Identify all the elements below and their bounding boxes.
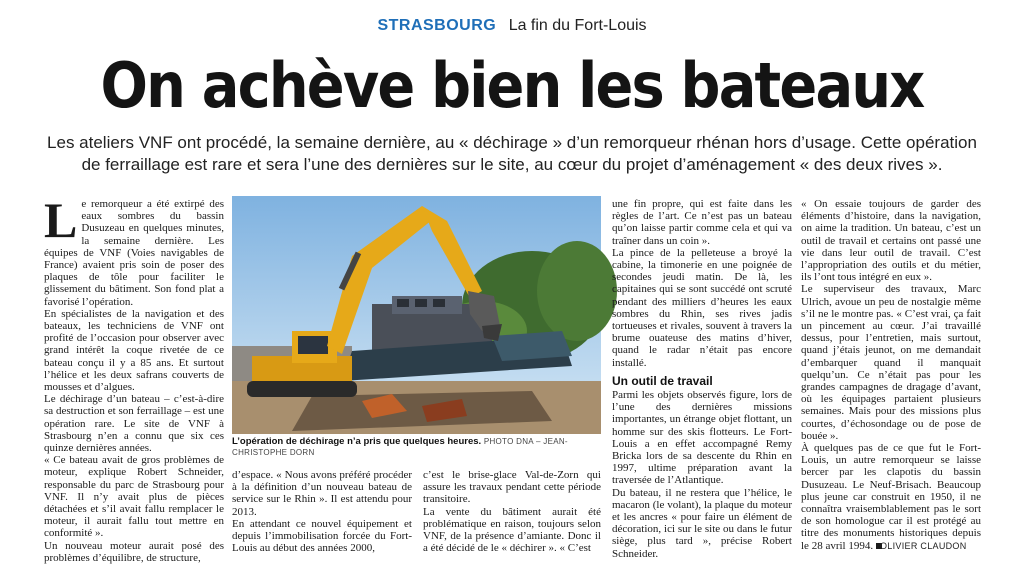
col1-paragraph-5: Un nouveau moteur aurait posé des problèmes d’équilibre, de structure, <box>44 539 224 564</box>
col4-paragraph-3: Parmi les objets observés figure, lors de l’une des dernières missions importantes, un étrange objet flottant, un homme sur des skis flotteurs. Le Fort-Louis a en effet accompagné Remy Bricka lors de sa descente du Rhin en 1997, ultime préparation avant la traversée de l’Atlantique. <box>612 389 792 487</box>
col3-paragraph-1: c’est le brise-glace Val-de-Zorn qui assure les travaux pendant cette période transitoire. <box>423 469 601 506</box>
col3-paragraph-2: La vente du bâtiment aurait été problématique en raison, toujours selon VNF, de la présence d’amiante. Donc il a été décidé de le « déchirer ». « C’est <box>423 505 601 555</box>
col5-paragraph-3 <box>801 442 981 552</box>
col2-paragraph-1: d’espace. « Nous avons préféré procéder à la définition d’un nouveau bateau de service sur le Rhin ». Il est attendu pour 2013. <box>232 469 412 518</box>
column-4 <box>612 198 792 560</box>
section-subhead: Un outil de travail <box>612 373 713 388</box>
caption-text: L’opération de déchirage n’a pris que quelques heures. <box>232 436 482 447</box>
col4-paragraph-2: La pince de la pelleteuse a broyé la cabine, la timonerie en une poignée de secondes jeudi matin. De là, les capitaines qui se sont succédé ont scruté pendant des milliers d’heures les eaux sombres du Rhin, ses rives jadis tortueuses et rivales, souvent à travers la brume ouateuse des matins d’hiver, quand le radar n’était pas encore installé. <box>612 246 792 369</box>
drop-cap: L <box>44 192 78 248</box>
col1-paragraph-4: « Ce bateau avait de gros problèmes de moteur, explique Robert Schneider, responsable du parc de Strasbourg pour VNF. Il n’y avait plus de pièces détachées et s’il avait fallu remplacer le moteur, il aurait fallu tout mettre en conformité ». <box>44 454 224 540</box>
lead-paragraph: Les ateliers VNF ont procédé, la semaine dernière, au « déchirage » d’un remorqueur rhénan hors d’usage. Cette opération de ferraillage est rare et sera l’une des dernières sur le site, au cœur du projet d’aménagement « des deux rives ». <box>47 133 977 174</box>
col1-paragraph-1 <box>44 192 224 308</box>
col2-paragraph-2: En attendant ce nouvel équipement et depuis l’immobilisation forcée du Fort-Louis au début des années 2000, <box>232 517 412 555</box>
kicker-location: STRASBOURG <box>377 17 497 34</box>
headline: On achève bien les bateaux <box>100 49 924 122</box>
column-3 <box>423 469 601 555</box>
col5-paragraph-2: Le superviseur des travaux, Marc Ulrich, avoue un peu de nostalgie même s’il ne le montre pas. « C’est vrai, ça fait un pincement au cœur. J’ai travaillé dessus, pour l’entretien, mais surtout, quand j’étais jeunot, on me demandait d’embarquer quand il manquait quelqu’un. Ce n’était pas pour les grandes campagnes de dragage d’avant, où les équipages partaient plusieurs semaines. Mais pour des missions plus courtes, d’échosondage ou de pose de bouée ». <box>801 283 981 442</box>
kicker <box>0 16 1024 36</box>
col5-paragraph-1: « On essaie toujours de garder des éléments d’histoire, dans la navigation, on aime la tradition. Un bateau, c’est un outil de travail et certains ont passé une vie dans leur outil de travail. C’est l’appropriation des outils et du métier, ils l’ont tous intégré en eux ». <box>801 198 981 284</box>
photo-caption <box>232 436 601 458</box>
photo-credit: PHOTO DNA – JEAN-CHRISTOPHE DORN <box>232 437 568 457</box>
column-2 <box>232 469 412 555</box>
col4-paragraph-4: Du bateau, il ne restera que l’hélice, le macaron (le volant), la plaque du moteur et les ancres « pour faire un élément de décoration, ici sur le site ou dans le futur siège, plus tard », précise Robert Schneider. <box>612 486 792 560</box>
col4-paragraph-1: une fin propre, qui est faite dans les règles de l’art. Ce n’est pas un bateau qu’on laisse partir comme cela et qui va traîner dans un coin ». <box>612 198 792 247</box>
col1-p1-text: e remorqueur a été extirpé des eaux sombres du bassin Dusuzeau en quelques minutes, la semaine dernière. Les équipes de VNF (Voies navigables de France) avaient pris soin de poser des plaques de tôle pour faciliter le glissement du bâtiment. Son fond plat a favorisé l’opération. <box>44 198 224 308</box>
col1-paragraph-3: Le déchirage d’un bateau – c’est-à-dire sa destruction et son ferraillage – est une opération rare. Le site de VNF à Strasbourg n’en a connu que six ces quinze dernières années. <box>44 393 224 455</box>
col1-paragraph-2: En spécialistes de la navigation et des bateaux, les techniciens de VNF ont profité de l’occasion pour observer avec grand intérêt la coque rivetée de ce bateau conçu il y a 85 ans. Et surtout l’hélice et les deux safrans couverts de mousses et d’algues. <box>44 307 224 394</box>
col5-p3-text: À quelques pas de ce que fut le Fort-Louis, un autre remorqueur se laisse bercer par les clapotis du bassin Dusuzeau. Le Neuf-Brisach. Beaucoup plus jeune car construit en 1950, il ne connaîtra vraisemblablement pas le sort de son homologue car il est protégé au titre des monuments historiques depuis le 28 avril 1994. <box>801 442 981 552</box>
excavator-illustration <box>232 196 601 434</box>
author-byline: OLIVIER CLAUDON <box>880 541 967 551</box>
kicker-subtitle: La fin du Fort-Louis <box>508 17 647 34</box>
column-1 <box>44 192 224 564</box>
article-photo <box>232 196 601 434</box>
